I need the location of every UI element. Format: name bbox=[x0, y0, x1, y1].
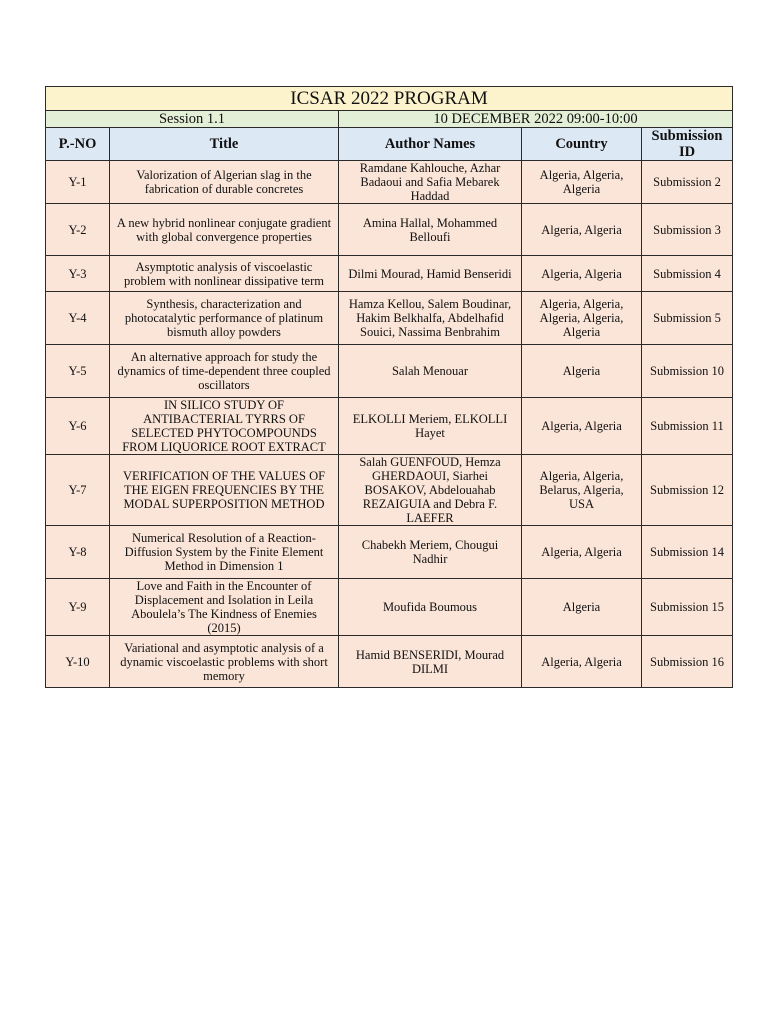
row-submission: Submission 4 bbox=[642, 256, 733, 292]
table-row bbox=[46, 204, 733, 256]
row-submission: Submission 12 bbox=[642, 455, 733, 526]
table-row bbox=[46, 345, 733, 398]
row-pno: Y-6 bbox=[46, 398, 110, 455]
program-title-row bbox=[46, 87, 733, 111]
session-label: Session 1.1 bbox=[46, 111, 339, 128]
row-title: Love and Faith in the Encounter of Displacement and Isolation in Leila Aboulela’s The Kindness of Enemies (2015) bbox=[110, 579, 339, 636]
row-authors: ELKOLLI Meriem, ELKOLLI Hayet bbox=[339, 398, 522, 455]
row-pno: Y-10 bbox=[46, 636, 110, 688]
row-authors: Hamza Kellou, Salem Boudinar, Hakim Belkhalfa, Abdelhafid Souici, Nassima Benbrahim bbox=[339, 292, 522, 345]
row-title: IN SILICO STUDY OF ANTIBACTERIAL TYRRS OF SELECTED PHYTOCOMPOUNDS FROM LIQUORICE ROOT EXTRACT bbox=[110, 398, 339, 455]
header-submission: Submission ID bbox=[642, 128, 733, 161]
row-pno: Y-8 bbox=[46, 526, 110, 579]
row-title: A new hybrid nonlinear conjugate gradient with global convergence properties bbox=[110, 204, 339, 256]
row-title: An alternative approach for study the dynamics of time-dependent three coupled oscillators bbox=[110, 345, 339, 398]
row-title: Valorization of Algerian slag in the fabrication of durable concretes bbox=[110, 161, 339, 204]
row-authors: Amina Hallal, Mohammed Belloufi bbox=[339, 204, 522, 256]
table-row bbox=[46, 161, 733, 204]
table-header-row bbox=[46, 128, 733, 161]
row-pno: Y-9 bbox=[46, 579, 110, 636]
row-country: Algeria, Algeria bbox=[522, 636, 642, 688]
row-pno: Y-3 bbox=[46, 256, 110, 292]
row-pno: Y-2 bbox=[46, 204, 110, 256]
program-title: ICSAR 2022 PROGRAM bbox=[46, 87, 733, 111]
row-pno: Y-4 bbox=[46, 292, 110, 345]
row-title: Numerical Resolution of a Reaction-Diffusion System by the Finite Element Method in Dimension 1 bbox=[110, 526, 339, 579]
row-authors: Dilmi Mourad, Hamid Benseridi bbox=[339, 256, 522, 292]
row-title: Variational and asymptotic analysis of a dynamic viscoelastic problems with short memory bbox=[110, 636, 339, 688]
header-title: Title bbox=[110, 128, 339, 161]
session-datetime: 10 DECEMBER 2022 09:00-10:00 bbox=[339, 111, 733, 128]
header-pno: P.-NO bbox=[46, 128, 110, 161]
row-country: Algeria, Algeria bbox=[522, 256, 642, 292]
row-authors: Chabekh Meriem, Chougui Nadhir bbox=[339, 526, 522, 579]
header-authors: Author Names bbox=[339, 128, 522, 161]
row-country: Algeria, Algeria, Algeria, Algeria, Algeria bbox=[522, 292, 642, 345]
session-row bbox=[46, 111, 733, 128]
header-country: Country bbox=[522, 128, 642, 161]
row-pno: Y-7 bbox=[46, 455, 110, 526]
row-submission: Submission 3 bbox=[642, 204, 733, 256]
row-country: Algeria, Algeria bbox=[522, 526, 642, 579]
row-pno: Y-1 bbox=[46, 161, 110, 204]
row-authors: Moufida Boumous bbox=[339, 579, 522, 636]
row-country: Algeria bbox=[522, 579, 642, 636]
table-row bbox=[46, 579, 733, 636]
row-authors: Ramdane Kahlouche, Azhar Badaoui and Safia Mebarek Haddad bbox=[339, 161, 522, 204]
row-pno: Y-5 bbox=[46, 345, 110, 398]
row-title: Synthesis, characterization and photocatalytic performance of platinum bismuth alloy powders bbox=[110, 292, 339, 345]
row-submission: Submission 5 bbox=[642, 292, 733, 345]
row-submission: Submission 10 bbox=[642, 345, 733, 398]
row-authors: Salah Menouar bbox=[339, 345, 522, 398]
row-submission: Submission 2 bbox=[642, 161, 733, 204]
row-title: Asymptotic analysis of viscoelastic problem with nonlinear dissipative term bbox=[110, 256, 339, 292]
row-country: Algeria, Algeria bbox=[522, 398, 642, 455]
row-title: VERIFICATION OF THE VALUES OF THE EIGEN FREQUENCIES BY THE MODAL SUPERPOSITION METHOD bbox=[110, 455, 339, 526]
row-submission: Submission 15 bbox=[642, 579, 733, 636]
table-row bbox=[46, 636, 733, 688]
row-country: Algeria, Algeria, Algeria bbox=[522, 161, 642, 204]
program-table bbox=[45, 86, 733, 688]
table-row bbox=[46, 526, 733, 579]
row-submission: Submission 14 bbox=[642, 526, 733, 579]
row-submission: Submission 11 bbox=[642, 398, 733, 455]
table-row bbox=[46, 455, 733, 526]
row-authors: Hamid BENSERIDI, Mourad DILMI bbox=[339, 636, 522, 688]
table-row bbox=[46, 398, 733, 455]
row-country: Algeria, Algeria bbox=[522, 204, 642, 256]
table-row bbox=[46, 256, 733, 292]
row-country: Algeria, Algeria, Belarus, Algeria, USA bbox=[522, 455, 642, 526]
row-authors: Salah GUENFOUD, Hemza GHERDAOUI, Siarhei BOSAKOV, Abdelouahab REZAIGUIA and Debra F. LAEFER bbox=[339, 455, 522, 526]
table-row bbox=[46, 292, 733, 345]
row-country: Algeria bbox=[522, 345, 642, 398]
row-submission: Submission 16 bbox=[642, 636, 733, 688]
